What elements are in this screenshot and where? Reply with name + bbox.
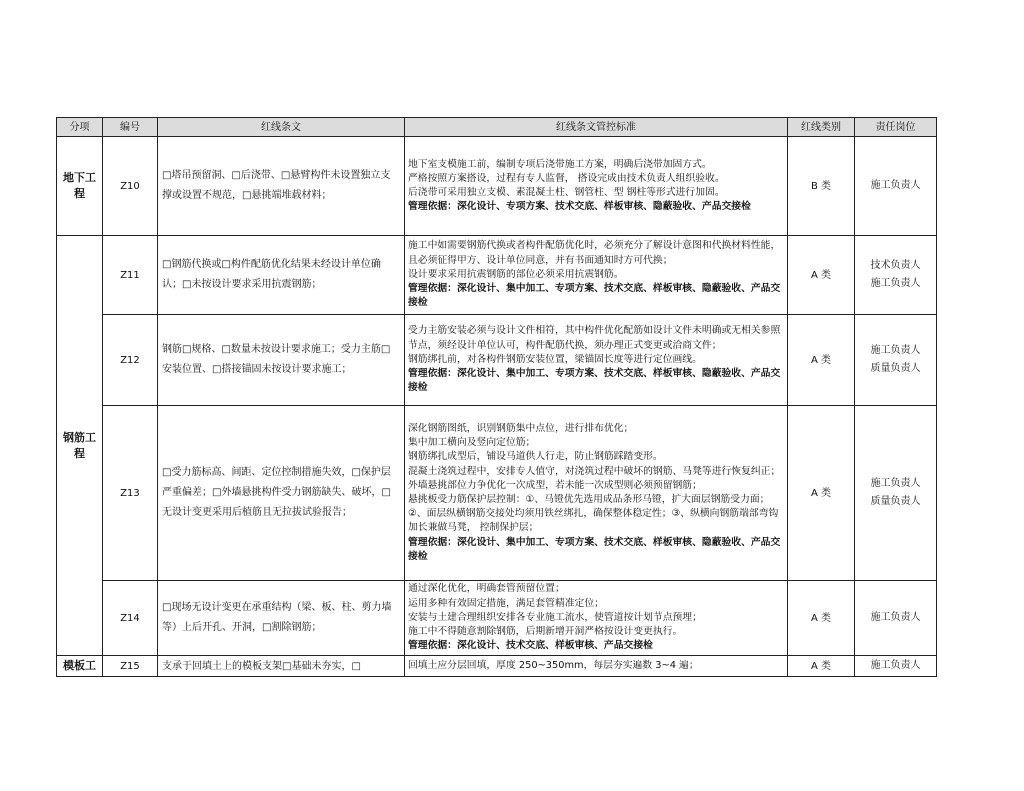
responsible-position: 技术负责人 — [870, 260, 921, 271]
row-positions — [855, 581, 937, 656]
red-line-table-page — [56, 117, 937, 677]
row-standard — [405, 656, 788, 677]
row-text: □现场无设计变更在承重结构（梁、板、柱、剪力墙等）上后开孔、开洞，□割除钢筋； — [158, 581, 405, 656]
management-basis: 管理依据：深化设计、技术交底、样板审核、产品交接检 — [408, 640, 653, 652]
row-category: A 类 — [788, 656, 855, 677]
header-zeren-gangwei: 责任岗位 — [855, 118, 937, 137]
standard-line: 悬挑板受力筋保护层控制：①、马镫优先选用成品条形马镫，扩大面层钢筋受力面；②、面层纵横钢筋交接处均须用铁丝绑扎，确保整体稳定性；③、纵横向钢筋端部弯钩加长兼做马凳， 控制保护层； — [408, 494, 779, 534]
management-basis: 管理依据：深化设计、集中加工、专项方案、技术交底、样板审核、隐蔽验收、产品交接检 — [408, 283, 781, 309]
header-hongxian-tiaowen: 红线条文 — [158, 118, 405, 137]
group-formwork: 模板工 — [57, 656, 103, 677]
standard-line: 施工中不得随意割除钢筋，后期新增开洞严格按设计变更执行。 — [408, 626, 683, 638]
header-bianhao: 编号 — [103, 118, 158, 137]
standard-line: 通过深化优化，明确套管预留位置； — [408, 583, 565, 595]
standard-line: 受力主筋安装必须与设计文件相符，其中构件优化配筋如设计文件未明确或无相关参照节点，须经设计单位认可，构件配筋代换，须办理正式变更或洽商文件； — [408, 325, 781, 351]
table-row — [57, 656, 937, 677]
row-id: Z13 — [103, 406, 158, 581]
responsible-position: 质量负责人 — [870, 363, 921, 374]
management-basis: 管理依据：深化设计、专项方案、技术交底、样板审核、隐蔽验收、产品交接检 — [408, 201, 751, 213]
header-fenxiang: 分项 — [57, 118, 103, 137]
standard-line: 回填土应分层回填，厚度 250~350mm，每层夯实遍数 3~4 遍； — [408, 659, 699, 671]
row-positions — [855, 406, 937, 581]
row-text: □塔吊预留洞、□后浇带、□悬臂构件未设置独立支撑或设置不规范，□悬挑端堆载材料； — [158, 137, 405, 236]
header-hongxian-leibie: 红线类别 — [788, 118, 855, 137]
standard-line: 集中加工横向及竖向定位筋； — [408, 437, 536, 449]
standard-line: 外墙悬挑部位力争优化一次成型，若未能一次成型则必须预留钢筋； — [408, 479, 702, 491]
responsible-position: 施工负责人 — [870, 180, 921, 191]
standard-line: 钢筋绑扎前，对各构件钢筋安装位置，梁锚固长度等进行定位画线。 — [408, 353, 702, 365]
row-standard — [405, 315, 788, 406]
responsible-position: 施工负责人 — [870, 478, 921, 489]
standard-line: 运用多种有效固定措施，满足套管精准定位； — [408, 597, 604, 609]
row-positions — [855, 656, 937, 677]
row-category: A 类 — [788, 236, 855, 315]
table-row — [57, 406, 937, 581]
responsible-position: 质量负责人 — [870, 496, 921, 507]
group-rebar: 钢筋工程 — [57, 236, 103, 656]
row-id: Z15 — [103, 656, 158, 677]
row-category: A 类 — [788, 406, 855, 581]
standard-line: 后浇带可采用独立支模、素混凝土柱、钢管柱、型 钢柱等形式进行加固。 — [408, 187, 725, 198]
table-row — [57, 315, 937, 406]
row-standard — [405, 406, 788, 581]
row-positions — [855, 137, 937, 236]
row-standard — [405, 236, 788, 315]
header-guankong-biaozhun: 红线条文管控标准 — [405, 118, 788, 137]
table-row — [57, 137, 937, 236]
responsible-position: 施工负责人 — [870, 660, 921, 671]
row-text: □钢筋代换或□构件配筋优化结果未经设计单位确认；□未按设计要求采用抗震钢筋； — [158, 236, 405, 315]
row-positions — [855, 236, 937, 315]
row-text: □受力筋标高、间距、定位控制措施失效，□保护层严重偏差；□外墙悬挑构件受力钢筋缺失、破坏，□无设计变更采用后植筋且无拉拔试验报告； — [158, 406, 405, 581]
table-row — [57, 236, 937, 315]
row-positions — [855, 315, 937, 406]
row-text: 钢筋□规格、□数量未按设计要求施工；受力主筋□安装位置、□搭接锚固未按设计要求施工； — [158, 315, 405, 406]
standard-line: 混凝土浇筑过程中，安排专人值守，对浇筑过程中破坏的钢筋、马凳等进行恢复纠正； — [408, 465, 781, 477]
responsible-position: 施工负责人 — [870, 612, 921, 623]
row-id: Z12 — [103, 315, 158, 406]
standard-line: 钢筋绑扎成型后，铺设马道供人行走，防止钢筋踩踏变形。 — [408, 451, 663, 463]
row-category: A 类 — [788, 315, 855, 406]
row-id: Z14 — [103, 581, 158, 656]
row-standard — [405, 137, 788, 236]
table-header-row — [57, 118, 937, 137]
responsible-position: 施工负责人 — [870, 278, 921, 289]
standard-line: 设计要求采用抗震钢筋的部位必须采用抗震钢筋。 — [408, 268, 624, 280]
standard-line: 施工中如需要钢筋代换或者构件配筋优化时，必须充分了解设计意图和代换材料性能，且必须征得甲方、设计单位同意，并有书面通知时方可代换； — [408, 240, 781, 266]
row-id: Z10 — [103, 137, 158, 236]
row-category: B 类 — [788, 137, 855, 236]
table-row — [57, 581, 937, 656]
management-basis: 管理依据：深化设计、集中加工、专项方案、技术交底、样板审核、隐蔽验收、产品交接检 — [408, 536, 781, 562]
group-underground: 地下工程 — [57, 137, 103, 236]
row-id: Z11 — [103, 236, 158, 315]
standard-line: 严格按照方案搭设，过程有专人监督， 搭设完成由技术负责人组织验收。 — [408, 172, 725, 184]
row-text: 支承于回填土上的模板支架□基础未夯实，□ — [158, 656, 405, 677]
row-category: A 类 — [788, 581, 855, 656]
management-basis: 管理依据：深化设计、集中加工、专项方案、技术交底、样板审核、隐蔽验收、产品交接检 — [408, 368, 781, 394]
standard-line: 安装与土建合理组织安排各专业施工流水，使管道按计划节点预埋； — [408, 611, 702, 623]
responsible-position: 施工负责人 — [870, 345, 921, 356]
row-standard — [405, 581, 788, 656]
standard-line: 地下室支模施工前，编制专项后浇带施工方案，明确后浇带加固方式。 — [408, 158, 712, 170]
red-line-table — [56, 117, 937, 677]
standard-line: 深化钢筋图纸，识别钢筋集中点位，进行排布优化； — [408, 422, 634, 434]
